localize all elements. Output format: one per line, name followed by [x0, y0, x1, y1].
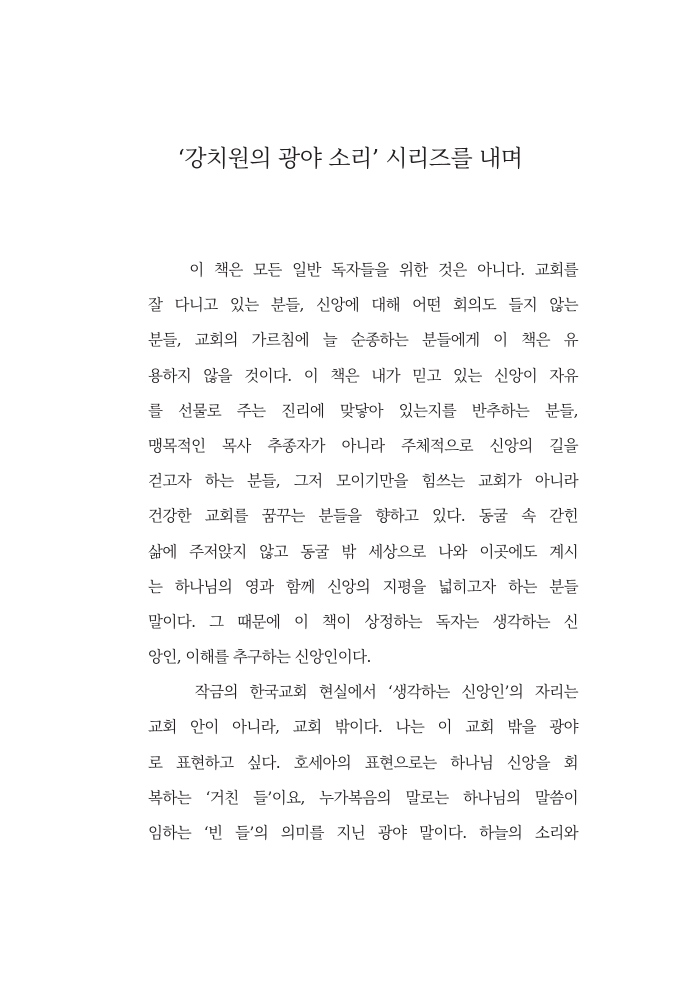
text-line: 를 선물로 주는 진리에 맞닿아 있는지를 반추하는 분들, — [148, 401, 578, 420]
text-line: 잘 다니고 있는 분들, 신앙에 대해 어떤 회의도 들지 않는 — [148, 296, 578, 315]
page-title: ‘강치원의 광야 소리’ 시리즈를 내며 — [177, 146, 523, 172]
text-line: 건강한 교회를 꿈꾸는 분들을 향하고 있다. 동굴 속 갇힌 — [148, 507, 578, 526]
text-line: 말이다. 그 때문에 이 책이 상정하는 독자는 생각하는 신 — [148, 612, 578, 631]
text-line: 임하는 ‘빈 들’의 의미를 지닌 광야 말이다. 하늘의 소리와 — [148, 824, 578, 842]
text-line: 복하는 ‘거친 들’이요, 누가복음의 말로는 하나님의 말씀이 — [148, 788, 578, 807]
text-line: 분들, 교회의 가르침에 늘 순종하는 분들에게 이 책은 유 — [148, 331, 578, 350]
text-line: 이 책은 모든 일반 독자들을 위한 것은 아니다. 교회를 — [148, 261, 578, 279]
text-line: 앙인, 이해를 추구하는 신앙인이다. — [148, 648, 371, 667]
text-line: 맹목적인 목사 추종자가 아니라 주체적으로 신앙의 길을 — [148, 436, 578, 455]
text-line: 작금의 한국교회 현실에서 ‘생각하는 신앙인’의 자리는 — [148, 683, 578, 702]
text-line: 걷고자 하는 분들, 그저 모이기만을 힘쓰는 교회가 아니라 — [148, 472, 578, 491]
text-line: 로 표현하고 싶다. 호세아의 표현으로는 하나님 신앙을 회 — [148, 753, 578, 772]
text-line: 는 하나님의 영과 함께 신앙의 지평을 넓히고자 하는 분들 — [148, 577, 578, 596]
text-line: 용하지 않을 것이다. 이 책은 내가 믿고 있는 신앙이 자유 — [148, 366, 578, 385]
body-text — [148, 253, 578, 851]
text-line: 삶에 주저앉지 않고 동굴 밖 세상으로 나와 이곳에도 계시 — [148, 542, 578, 561]
text-line: 교회 안이 아니라, 교회 밖이다. 나는 이 교회 밖을 광야 — [148, 718, 578, 737]
